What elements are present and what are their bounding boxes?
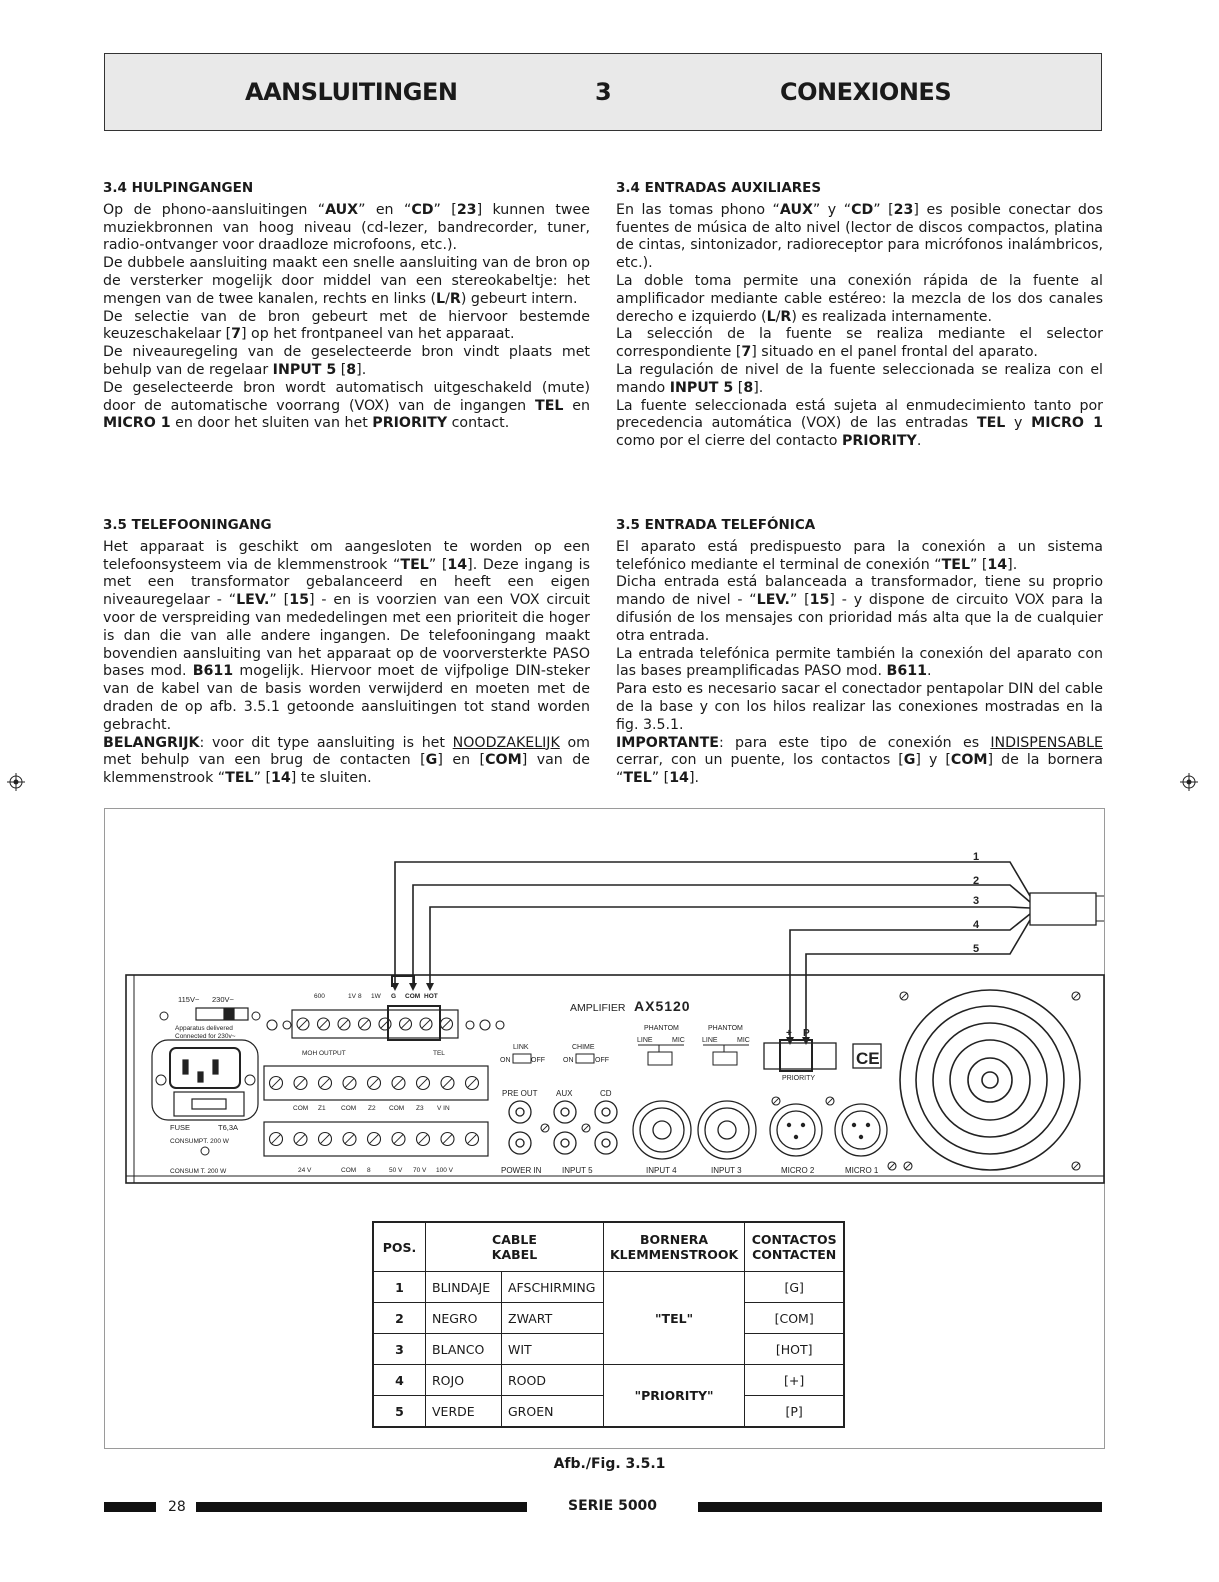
micro2-xlr-jack — [770, 1104, 822, 1156]
voltage-selector — [196, 1008, 248, 1020]
tb1-label: 600 — [314, 993, 325, 1000]
footer-bar — [196, 1502, 527, 1512]
paragraph: Dicha entrada está balanceada a transformador, tiene su proprio mando de nivel - “LEV.” [15] - y dispone de circuito VOX para la difusión de los mensajes con prioridad más alta que la de cualquier otra entrada. — [616, 574, 1103, 644]
on-label: ON — [500, 1057, 511, 1064]
off-label: OFF — [531, 1057, 545, 1064]
cable-sheath — [1030, 893, 1096, 925]
table-header-terminal: BORNERA KLEMMENSTROOK — [604, 1222, 745, 1272]
wire-1 — [395, 862, 1030, 985]
link-switch — [513, 1054, 531, 1063]
wire-number: 1 — [973, 851, 980, 863]
wire-number: 4 — [973, 919, 980, 931]
voltage-115-label: 115V~ — [178, 995, 200, 1004]
ce-mark: CE — [856, 1049, 880, 1068]
footer-bar — [104, 1502, 156, 1512]
paragraph: Het apparaat is geschikt om aangesloten te worden op een telefoonsysteem via de klemmenstrook “TEL” [14]. Deze ingang is met een transformator gebalanceerd en heeft een eigen niveauregelaar - “LEV.” [15] - en is voorzien van een VOX circuit voor de verspreiding van mededelingen met een prioriteit die hoger is dan die van alle andere ingangen. De telefooningang maakt bovendien aansluiting van het apparaat op de voorversterkte PASO bases mod. B611 mogelijk. Hiervoor moet de vijfpolige DIN-steker van de kabel van de basis worden verwijderd en moeten met de draden de op afb. 3.5.1 getoonde aansluitingen tot stand worden gebracht. — [103, 538, 590, 733]
wire-5 — [806, 920, 1030, 1040]
paragraph: IMPORTANTE: para este tipo de conexión es INDISPENSABLE cerrar, con un puente, los contactos [G] y [COM] de la bornera “TEL” [14]. — [616, 734, 1103, 787]
pre-out-label: PRE OUT — [502, 1089, 538, 1098]
paragraph: En las tomas phono “AUX” y “CD” [23] es posible conectar dos fuentes de música de alto nivel (lector de discos compactos, platina de cintas, sintonizador, radioreceptor para micrófonos inalámbricos, etc.). — [616, 201, 1104, 272]
paragraph: La doble toma permite una conexión rápida de la fuente al amplificador mediante cable estéreo: la mezcla de los dos canales derecho e izquierdo (L/R) es realizada internamente. — [616, 272, 1103, 325]
paragraph: De selectie van de bron gebeurt met de hiervoor bestemde keuzeschakelaar [7] op het frontpaneel van het apparaat. — [103, 308, 590, 343]
paragraph: De geselecteerde bron wordt automatisch uitgeschakeld (mute) door de automatische voorrang (VOX) van de ingangen TEL en MICRO 1 en door het sluiten van het PRIORITY contact. — [103, 379, 590, 432]
wire-4 — [790, 914, 1030, 1040]
table-row: 5 VERDE GROEN [P] — [373, 1396, 844, 1428]
delivered-label-2: Connected for 230v~ — [175, 1033, 236, 1040]
micro2-label: MICRO 2 — [781, 1166, 815, 1175]
table-row: 4 ROJO ROOD "PRIORITY" [+] — [373, 1365, 844, 1396]
terminal-block-1 — [292, 1010, 458, 1038]
tb2-label: Z2 — [368, 1105, 376, 1112]
wire-2 — [413, 885, 1030, 985]
micro1-xlr-jack — [835, 1104, 887, 1156]
tb1-label-com: COM — [405, 993, 421, 1000]
table-header-pos: POS. — [373, 1222, 426, 1272]
input4-combo-jack — [633, 1101, 691, 1159]
tel-label: TEL — [433, 1050, 445, 1057]
wire-number: 5 — [973, 943, 980, 955]
mic-label: MIC — [672, 1037, 685, 1044]
header-chapter-number: 3 — [595, 78, 612, 106]
micro1-label: MICRO 1 — [845, 1166, 879, 1175]
wire-number: 3 — [973, 895, 980, 907]
delivered-label: Apparatus delivered — [175, 1025, 233, 1032]
input5-label: INPUT 5 — [562, 1166, 593, 1175]
section-title: 3.5 ENTRADA TELEFÓNICA — [616, 517, 816, 533]
tb3-label: 100 V — [436, 1167, 453, 1174]
paragraph: La selección de la fuente se realiza mediante el selector correspondiente [7] situado en el panel frontal del aparato. — [616, 326, 1103, 361]
plus-label: + — [786, 1028, 792, 1039]
tb3-label: 8 — [367, 1167, 371, 1174]
tb2-label: Z1 — [318, 1105, 326, 1112]
input5-right-jack — [595, 1132, 617, 1154]
input3-label: INPUT 3 — [711, 1166, 742, 1175]
link-label: LINK — [513, 1044, 529, 1051]
mic-label: MIC — [737, 1037, 750, 1044]
paragraph: BELANGRIJK: voor dit type aansluiting is het NOODZAKELIJK om met behulp van een brug de contacten [G] en [COM] van de klemmenstrook “TEL” [14] te sluiten. — [103, 734, 591, 787]
cd-label: CD — [600, 1089, 612, 1098]
tb3-label: 24 V — [298, 1167, 312, 1174]
table-row: 3 BLANCO WIT [HOT] — [373, 1334, 844, 1365]
tb1-label: 1V — [348, 993, 356, 1000]
phantom-switch-3 — [713, 1052, 737, 1065]
tb3-label: 50 V — [389, 1167, 403, 1174]
input4-label: INPUT 4 — [646, 1166, 677, 1175]
paragraph: La entrada telefónica permite también la conexión del aparato con las bases preamplificadas PASO mod. B611. — [616, 645, 1103, 680]
table-header-cable: CABLE KABEL — [426, 1222, 604, 1272]
line-label: LINE — [702, 1037, 718, 1044]
chime-switch — [576, 1054, 594, 1063]
terminal-tel: "TEL" — [604, 1272, 745, 1365]
power-in-label: POWER IN — [501, 1166, 542, 1175]
fuse-holder — [174, 1092, 244, 1116]
wire-3 — [430, 907, 1030, 985]
tb2-label: COM — [293, 1105, 309, 1112]
table-header-contacts: CONTACTOS CONTACTEN — [745, 1222, 845, 1272]
power-in-jack — [509, 1132, 531, 1154]
line-label: LINE — [637, 1037, 653, 1044]
table-row: 2 NEGRO ZWART [COM] — [373, 1303, 844, 1334]
amplifier-label: AMPLIFIER — [570, 1002, 626, 1014]
tb1-label: 1W — [371, 993, 381, 1000]
tb2-label: COM — [341, 1105, 357, 1112]
fuse-label: FUSE — [170, 1123, 191, 1132]
p-label: P — [803, 1028, 810, 1039]
aux-jack — [554, 1101, 576, 1123]
phantom-label: PHANTOM — [708, 1025, 743, 1032]
section-title: 3.5 TELEFOONINGANG — [103, 517, 272, 533]
paragraph: El aparato está predispuesto para la conexión a un sistema telefónico mediante el terminal de conexión “TEL” [14]. — [616, 538, 1103, 573]
figure-caption: Afb./Fig. 3.5.1 — [553, 1456, 666, 1472]
phantom-label: PHANTOM — [644, 1025, 679, 1032]
tb2-label: Z3 — [416, 1105, 424, 1112]
footer-bar — [698, 1502, 1102, 1512]
header-title-nl: AANSLUITINGEN — [245, 78, 458, 106]
fan-grille — [900, 990, 1080, 1170]
priority-terminal — [764, 1043, 836, 1069]
header-title-es: CONEXIONES — [780, 78, 952, 106]
consumption-label-2: CONSUM T. 200 W — [170, 1168, 227, 1175]
paragraph: Op de phono-aansluitingen “AUX” en “CD” [23] kunnen twee muziekbronnen van hoog niveau (cd-lezer, bandrecorder, tuner, radio-ontvanger voor draadloze microfoons, etc.). — [103, 201, 590, 254]
model-label: AX5120 — [634, 998, 691, 1014]
paragraph: Para esto es necesario sacar el conectador pentapolar DIN del cable de la base y con los hilos realizar las conexiones mostradas en la fig. 3.5.1. — [616, 681, 1103, 733]
tb3-label: 70 V — [413, 1167, 427, 1174]
chime-label: CHIME — [572, 1044, 595, 1051]
terminal-priority: "PRIORITY" — [604, 1365, 745, 1428]
priority-label: PRIORITY — [782, 1075, 816, 1082]
iec-socket-plate — [152, 1040, 258, 1120]
section-title: 3.4 ENTRADAS AUXILIARES — [616, 180, 822, 196]
tb1-label: 8 — [358, 993, 362, 1000]
series-label: SERIE 5000 — [568, 1498, 658, 1514]
tb2-label: V IN — [437, 1105, 450, 1112]
paragraph: De niveauregeling van de geselecteerde bron vindt plaats met behulp van de regelaar INPUT 5 [8]. — [103, 344, 590, 378]
off-label: OFF — [595, 1057, 609, 1064]
table-row: 1 BLINDAJE AFSCHIRMING "TEL" [G] — [373, 1272, 844, 1303]
consumption-label: CONSUMPT. 200 W — [170, 1138, 229, 1145]
phantom-switch-4 — [648, 1052, 672, 1065]
wire-number: 2 — [973, 875, 980, 887]
section-title: 3.4 HULPINGANGEN — [103, 180, 254, 196]
page-number: 28 — [168, 1499, 186, 1515]
tb3-label: COM — [341, 1167, 357, 1174]
iec-socket — [170, 1048, 240, 1088]
input3-combo-jack — [698, 1101, 756, 1159]
fuse-value: T6,3A — [218, 1123, 239, 1132]
paragraph: De dubbele aansluiting maakt een snelle aansluiting van de bron op de versterker mogelijk door middel van een stereokabeltje: het mengen van de twee kanalen, rechts en links (L/R) gebeurt intern. — [103, 255, 590, 307]
moh-output-label: MOH OUTPUT — [302, 1050, 346, 1057]
aux-label: AUX — [556, 1089, 573, 1098]
tb1-label-hot: HOT — [424, 993, 438, 1000]
paragraph: La fuente seleccionada está sujeta al enmudecimiento tanto por precedencia automática (VOX) de las entradas TEL y MICRO 1 como por el cierre del contacto PRIORITY. — [616, 397, 1103, 450]
input5-left-jack — [554, 1132, 576, 1154]
on-label: ON — [563, 1057, 574, 1064]
paragraph: La regulación de nivel de la fuente seleccionada se realiza con el mando INPUT 5 [8]. — [616, 361, 1103, 396]
cd-jack — [595, 1101, 617, 1123]
pre-out-jack — [509, 1101, 531, 1123]
voltage-230-label: 230V~ — [212, 995, 234, 1004]
connection-table — [372, 1221, 845, 1428]
tb2-label: COM — [389, 1105, 405, 1112]
tb1-label-g: G — [391, 993, 397, 1000]
